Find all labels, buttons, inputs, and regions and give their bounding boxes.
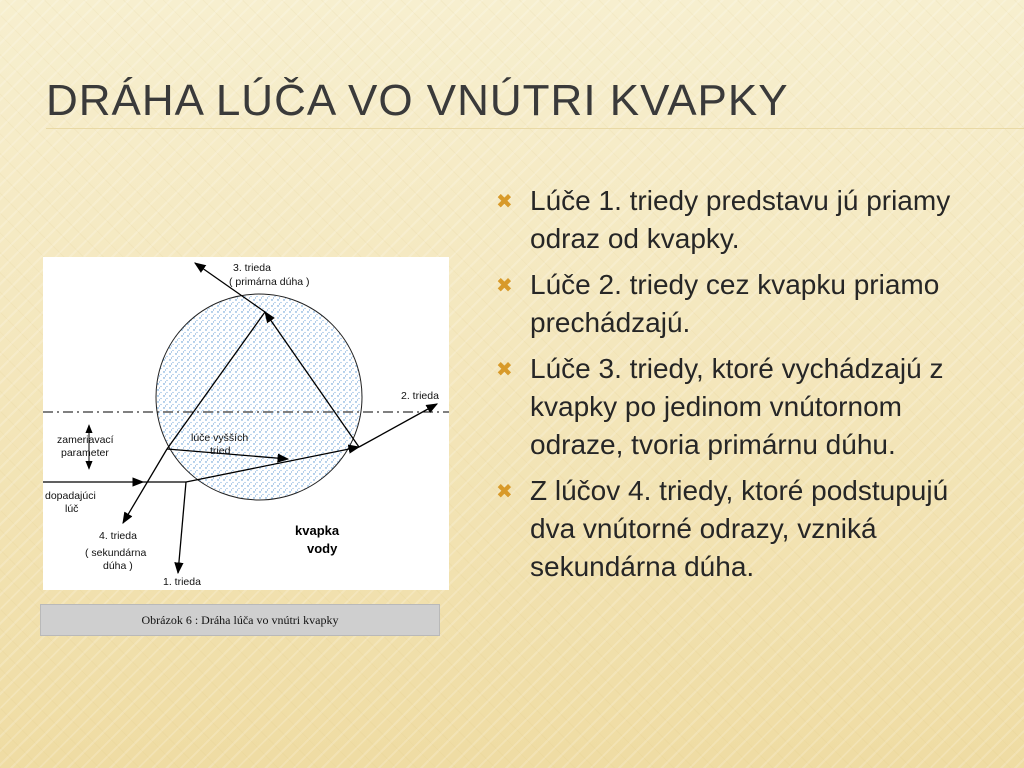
label-kvapka: kvapka [295,523,340,538]
label-trieda4-a: 4. trieda [99,530,137,542]
label-trieda3-b: ( primárna dúha ) [229,276,310,288]
figure-caption: Obrázok 6 : Dráha lúča vo vnútri kvapky [40,604,440,636]
label-trieda3-a: 3. trieda [233,262,271,274]
bullet-item [494,266,994,342]
diagram-svg [43,257,449,590]
x-bullet-icon: ✖ [496,359,513,381]
bullet-item [494,472,994,586]
bullet-text: Lúče 2. triedy cez kvapku priamo prechádzajú. [530,269,940,338]
label-trieda4-b: ( sekundárna [85,547,147,559]
label-dopadajuci-b: lúč [65,503,79,515]
label-vyssich-a: lúče vyšších [191,432,249,444]
ray-class-2 [359,404,437,447]
bullet-text: Lúče 3. triedy, ktoré vychádzajú z kvapky po jedinom vnútornom odraze, tvoria primárnu dúhu. [530,353,944,460]
water-droplet [156,294,362,500]
bullet-text: Z lúčov 4. triedy, ktoré podstupujú dva vnútorné odrazy, vzniká sekundárna dúha. [530,475,949,582]
bullet-item [494,350,994,464]
bullet-text: Lúče 1. triedy predstavu jú priamy odraz od kvapky. [530,185,951,254]
x-bullet-icon: ✖ [496,275,513,297]
x-bullet-icon: ✖ [496,481,513,503]
ray-class-4 [123,449,167,523]
label-trieda2: 2. trieda [401,390,439,402]
title-divider [46,128,1024,129]
ray-class-1 [178,482,186,573]
label-vody: vody [307,541,338,556]
label-zameriavaci-b: parameter [61,447,109,459]
label-trieda4-c: dúha ) [103,560,133,572]
bullet-list [494,182,994,594]
label-vyssich-b: tried [210,445,231,457]
raindrop-ray-diagram [43,257,449,590]
label-zameriavaci-a: zameriavací [57,434,114,446]
slide-title: DRÁHA LÚČA VO VNÚTRI KVAPKY [46,76,789,125]
label-trieda1: 1. trieda [163,576,201,588]
label-dopadajuci-a: dopadajúci [45,490,96,502]
bullet-item [494,182,994,258]
x-bullet-icon: ✖ [496,191,513,213]
